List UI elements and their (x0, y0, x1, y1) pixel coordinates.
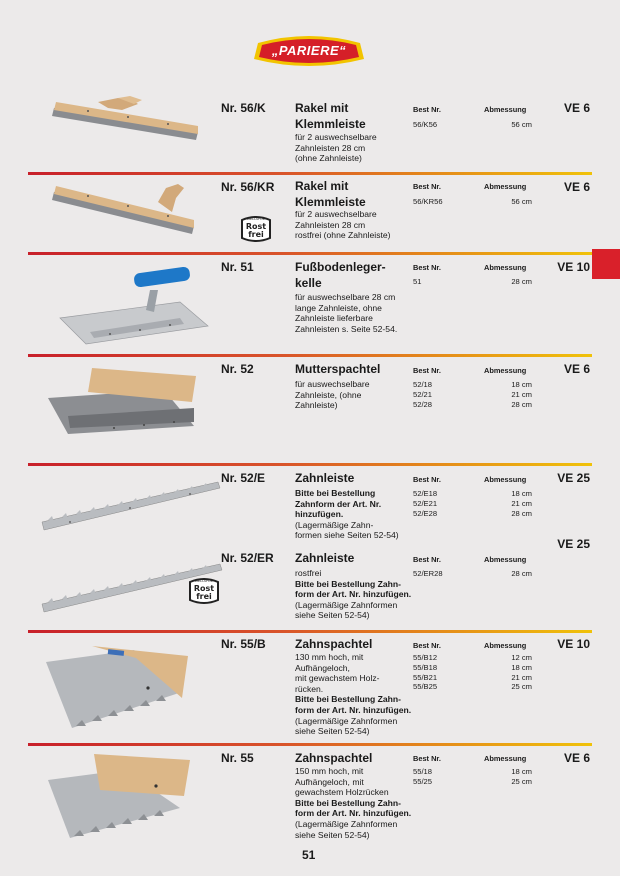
order-numbers: 52/18 52/21 52/28 (413, 380, 433, 409)
order-numbers: 55/B12 55/B18 55/B21 55/B25 (413, 653, 438, 692)
order-number: 56/KR56 (413, 197, 443, 206)
product-title: Rakel mit Klemmleiste (295, 101, 366, 131)
svg-text:Rost: Rost (245, 222, 267, 231)
separator (28, 630, 592, 633)
header-best-nr: Best Nr. (413, 641, 441, 650)
product-title: Zahnspachtel (295, 637, 373, 651)
separator (28, 172, 592, 175)
product-title: Zahnleiste (295, 471, 355, 485)
notched-trowel-image (42, 640, 192, 732)
article-number: Nr. 56/K (221, 101, 266, 115)
dimensions: 12 cm 18 cm 21 cm 25 cm (511, 653, 532, 692)
product-description: 130 mm hoch, mit Aufhängeloch, mit gewachstem Holz- rücken. Bitte bei Bestellung Zahn- form der Art. Nr. hinzufügen. (Lagermäßige Zahnformen siehe Seiten 52-54) (295, 652, 412, 737)
article-number: Nr. 52/ER (221, 551, 274, 565)
product-title: Zahnspachtel (295, 751, 373, 765)
product-description: für auswechselbare 28 cm lange Zahnleiste, ohne Zahnleiste lieferbare Zahnleisten s. Seite 52-54. (295, 292, 398, 334)
svg-text:Rost: Rost (193, 584, 215, 593)
product-description: für auswechselbare Zahnleiste, (ohne Zahnleiste) (295, 379, 370, 411)
separator (28, 252, 592, 255)
product-title: Rakel mit Klemmleiste (295, 179, 366, 209)
notched-trowel-image (44, 750, 194, 842)
packing-unit: VE 6 (563, 362, 590, 376)
brand-name: „PARIERE“ (271, 43, 347, 58)
putty-knife-image (44, 362, 204, 442)
dimension: 56 cm (511, 197, 532, 206)
svg-text:DELTAPOL: DELTAPOL (195, 579, 213, 583)
header-dimension: Abmessung (484, 754, 527, 763)
article-number: Nr. 52/E (221, 471, 266, 485)
packing-unit: VE 6 (563, 101, 590, 115)
dimensions: 18 cm 25 cm (511, 767, 532, 786)
separator (28, 354, 592, 357)
product-description: für 2 auswechselbare Zahnleisten 28 cm rostfrei (ohne Zahnleiste) (295, 209, 391, 241)
squeegee-image (48, 178, 208, 242)
separator (28, 743, 592, 746)
header-best-nr: Best Nr. (413, 263, 441, 272)
header-best-nr: Best Nr. (413, 555, 441, 564)
header-best-nr: Best Nr. (413, 366, 441, 375)
product-title: Mutterspachtel (295, 362, 381, 376)
header-dimension: Abmessung (484, 263, 527, 272)
squeegee-image (48, 96, 208, 156)
product-description: 150 mm hoch, mit Aufhängeloch, mit gewachstem Holzrücken Bitte bei Bestellung Zahn- form der Art. Nr. hinzufügen. (Lagermäßige Zahnformen siehe Seiten 52-54) (295, 766, 412, 840)
product-description: rostfrei Bitte bei Bestellung Zahn- form der Art. Nr. hinzufügen. (Lagermäßige Zahnformen siehe Seiten 52-54) (295, 568, 412, 621)
header-best-nr: Best Nr. (413, 182, 441, 191)
article-number: Nr. 55 (221, 751, 254, 765)
packing-unit: VE 10 (557, 260, 590, 274)
flooring-trowel-image (50, 260, 210, 350)
order-number: 56/K56 (413, 120, 438, 129)
header-dimension: Abmessung (484, 366, 527, 375)
header-best-nr: Best Nr. (413, 754, 441, 763)
packing-unit: VE 6 (563, 751, 590, 765)
dimension: 28 cm (511, 277, 532, 286)
section-tab (592, 249, 620, 279)
product-title: Zahnleiste (295, 551, 355, 565)
packing-unit: VE 25 (557, 471, 590, 485)
packing-unit: VE 6 (563, 180, 590, 194)
dimensions: 18 cm 21 cm 28 cm (511, 489, 532, 518)
dimension: 56 cm (511, 120, 532, 129)
article-number: Nr. 52 (221, 362, 254, 376)
separator (28, 463, 592, 466)
header-dimension: Abmessung (484, 105, 527, 114)
dimension: 28 cm (511, 569, 532, 578)
header-dimension: Abmessung (484, 182, 527, 191)
article-number: Nr. 55/B (221, 637, 266, 651)
article-number: Nr. 51 (221, 260, 254, 274)
notched-blade-image (40, 478, 222, 540)
page-number: 51 (302, 848, 316, 862)
product-description: Bitte bei Bestellung Zahnform der Art. Nr. hinzufügen. (Lagermäßige Zahn- formen siehe Seiten 52-54) (295, 488, 399, 541)
svg-text:frei: frei (196, 592, 212, 601)
order-number: 51 (413, 277, 422, 286)
order-numbers: 52/E18 52/E21 52/E28 (413, 489, 438, 518)
article-number: Nr. 56/KR (221, 180, 275, 194)
svg-text:frei: frei (248, 230, 264, 239)
header-best-nr: Best Nr. (413, 105, 441, 114)
header-best-nr: Best Nr. (413, 475, 441, 484)
rostfrei-badge (240, 214, 272, 244)
packing-unit: VE 10 (557, 637, 590, 651)
header-dimension: Abmessung (484, 475, 527, 484)
order-number: 52/ER28 (413, 569, 443, 578)
dimensions: 18 cm 21 cm 28 cm (511, 380, 532, 409)
header-dimension: Abmessung (484, 555, 527, 564)
svg-text:DELTAPOL: DELTAPOL (247, 217, 265, 221)
product-title: Fußbodenleger- kelle (295, 260, 386, 290)
packing-unit: VE 25 (557, 537, 590, 551)
header-dimension: Abmessung (484, 641, 527, 650)
product-description: für 2 auswechselbare Zahnleisten 28 cm (ohne Zahnleiste) (295, 132, 377, 164)
order-numbers: 55/18 55/25 (413, 767, 433, 786)
rostfrei-badge (188, 576, 220, 606)
